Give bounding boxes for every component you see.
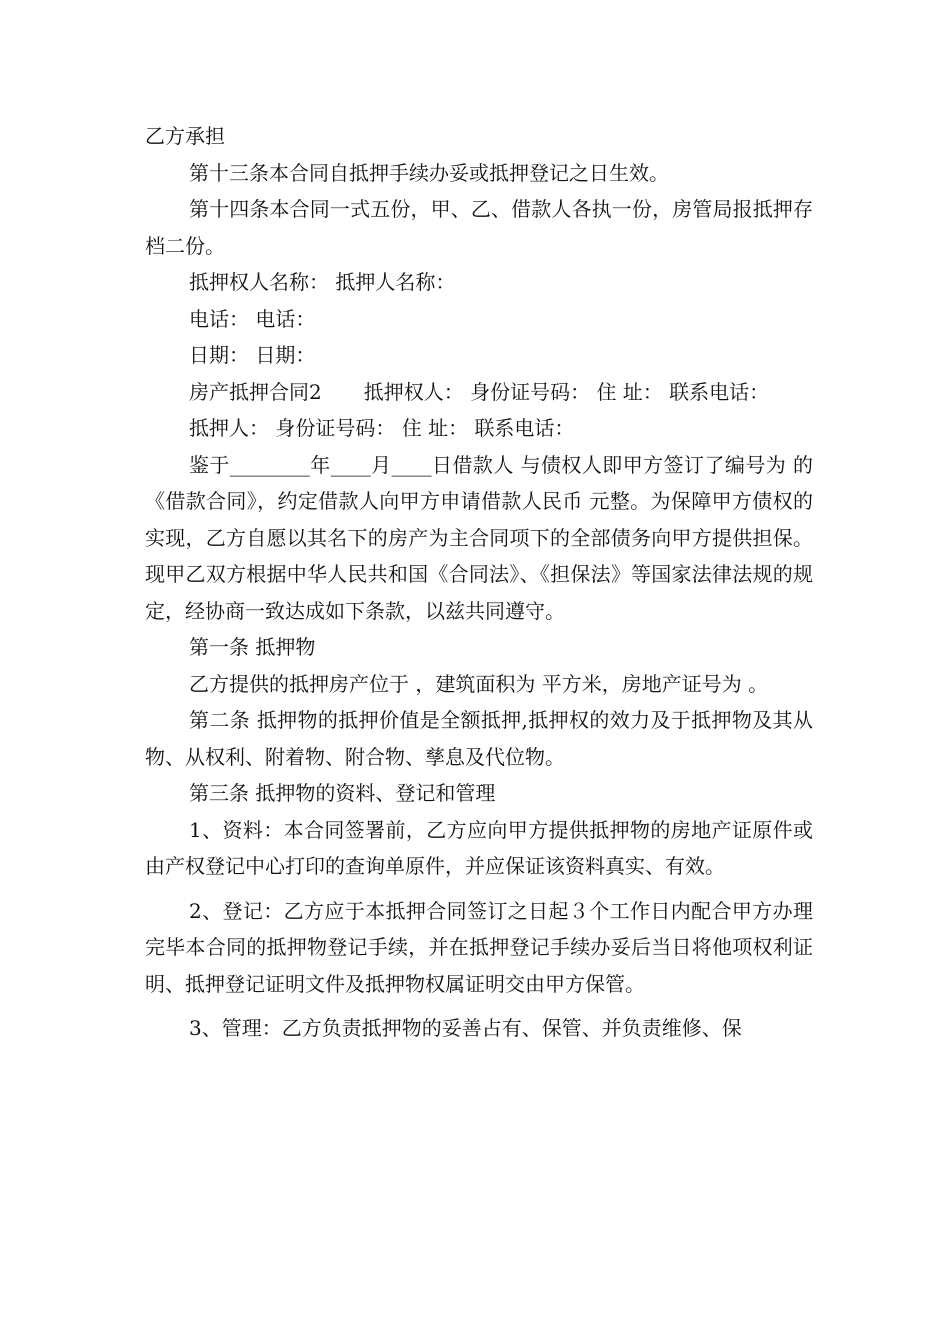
article-1-body: 乙方提供的抵押房产位于 ，建筑面积为 平方米，房地产证号为 。 <box>189 671 769 696</box>
article-3-item-3: 3、管理：乙方负责抵押物的妥善占有、保管、并负责维修、保 <box>189 1016 742 1040</box>
address-label: 住 址： <box>596 379 663 404</box>
article-13: 第十三条本合同自抵押手续办妥或抵押登记之日生效。 <box>189 160 669 185</box>
address-label: 住 址： <box>401 416 469 440</box>
contract2-title: 房产抵押合同2 <box>189 379 322 404</box>
article-3-title: 第三条 抵押物的资料、登记和管理 <box>189 781 496 805</box>
id-number-label: 身份证号码： <box>470 379 591 404</box>
article-2-body: 第二条 抵押物的抵押价值是全额抵押,抵押权的效力及于抵押物及其从物、从权利、附着物、附合物、孳息及代位物。 <box>145 708 813 769</box>
article-3-item-2: 2、登记：乙方应于本抵押合同签订之日起３个工作日内配合甲方办理完毕本合同的抵押物登记手续，并在抵押登记手续办妥后当日将他项权利证明、抵押登记证明文件及抵押物权属证明交由甲方保管。 <box>145 898 813 996</box>
mortgagee-name-label: 抵押权人名称： <box>189 270 329 294</box>
article-1-title: 第一条 抵押物 <box>189 635 316 659</box>
date-label: 日期： <box>255 343 316 367</box>
contract2-header-row <box>145 374 813 411</box>
mortgagor-name-label: 抵押人名称： <box>335 270 456 294</box>
id-number-label: 身份证号码： <box>275 416 396 440</box>
article-14: 第十四条本合同一式五份，甲、乙、借款人各执一份，房管局报抵押存档二份。 <box>145 197 813 258</box>
contract2-mortgagor-row <box>145 410 813 447</box>
contact-phone-label: 联系电话： <box>474 416 575 440</box>
contact-phone-label: 联系电话： <box>669 379 770 404</box>
mortgagee-label: 抵押权人： <box>363 379 464 404</box>
signature-date-row <box>145 337 813 374</box>
text-line: 乙方承担 <box>145 124 225 148</box>
article-3-item-1: 1、资料：本合同签署前，乙方应向甲方提供抵押物的房地产证原件或由产权登记中心打印的查询单原件，并应保证该资料真实、有效。 <box>145 817 813 878</box>
date-label: 日期： <box>189 343 249 367</box>
mortgagor-label: 抵押人： <box>189 416 269 440</box>
signature-phone-row <box>145 301 813 338</box>
signature-names-row <box>145 264 813 301</box>
phone-label: 电话： <box>189 306 249 331</box>
preamble-paragraph: 鉴于________年____月____日借款人 与债权人即甲方签订了编号为 的《借款合同》，约定借款人向甲方申请借款人民币 元整。为保障甲方债权的实现，乙方自愿以其名下的房产为主合同项下的全部债务向甲方提供担保。现甲乙双方根据中华人民共和国《合同法》、《担保法》等国家法律法规的规定，经协商一致达成如下条款，以兹共同遵守。 <box>145 452 813 623</box>
document-body <box>145 118 813 1047</box>
phone-label: 电话： <box>255 306 316 331</box>
